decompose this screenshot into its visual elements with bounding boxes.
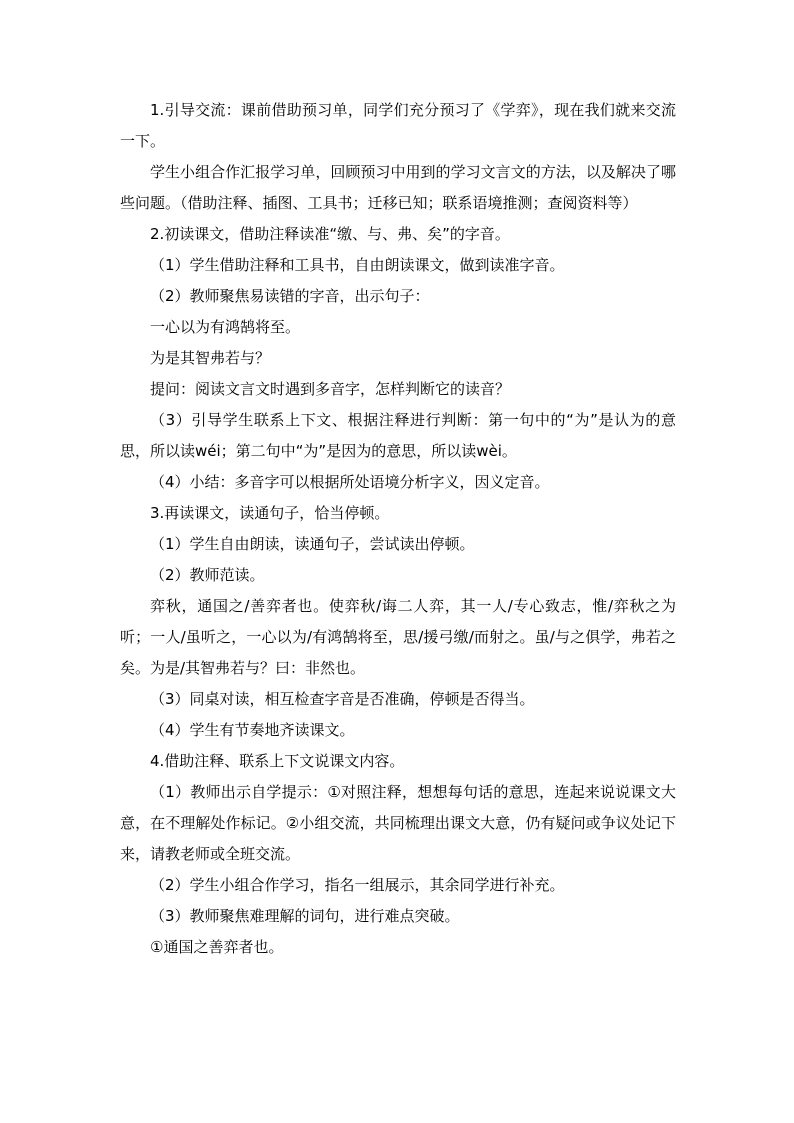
step-3-heading: 3.再读课文，读通句子，恰当停顿。 (150, 504, 390, 522)
classical-text-passage: 弈秋，通国之/善弈者也。使弈秋/诲二人弈，其一人/专心致志，惟/弈秋之为听；一人/虽听之，一心以为/有鸿鹄将至，思/援弓缴/而射之。虽/与之俱学，弗若之矣。为是/其智弗若与？曰：非然也。 (120, 597, 676, 677)
step-1-heading: 1.引导交流：课前借助预习单，同学们充分预习了《学弈》，现在我们就来交流一下。 (120, 101, 676, 150)
question-text: 提问：阅读文言文时遇到多音字，怎样判断它的读音？ (150, 380, 511, 398)
document-page (120, 95, 676, 963)
step-3-item-1: （1）学生自由朗读，读通句子，尝试读出停顿。 (150, 535, 475, 553)
example-sentence-1: 一心以为有鸿鹄将至。 (150, 318, 301, 336)
example-sentence-2: 为是其智弗若与？ (150, 349, 271, 367)
step-4-heading: 4.借助注释、联系上下文说课文内容。 (150, 752, 405, 770)
step-2-item-3: （3）引导学生联系上下文、根据注释进行判断：第一句中的“为”是认为的意思，所以读wéi；第二句中“为”是因为的意思，所以读wèi。 (120, 411, 676, 460)
step-4-item-3: （3）教师聚焦难理解的词句，进行难点突破。 (150, 907, 460, 925)
step-2-heading: 2.初读课文，借助注释读准“缴、与、弗、矣”的字音。 (150, 225, 510, 243)
step-2-item-2: （2）教师聚焦易读错的字音，出示句子： (150, 287, 430, 305)
step-3-item-2: （2）教师范读。 (150, 566, 265, 584)
step-4-item-2: （2）学生小组合作学习，指名一组展示，其余同学进行补充。 (150, 876, 565, 894)
step-4-item-1: （1）教师出示自学提示：①对照注释，想想每句话的意思，连起来说说课文大意，在不理解处作标记。②小组交流，共同梳理出课文大意，仍有疑问或争议处记下来，请教老师或全班交流。 (120, 783, 676, 863)
step-3-item-4: （4）学生有节奏地齐读课文。 (150, 721, 355, 739)
step-2-item-1: （1）学生借助注释和工具书，自由朗读课文，做到读准字音。 (150, 256, 565, 274)
difficult-sentence-1: ①通国之善弈者也。 (150, 938, 284, 956)
step-2-item-4: （4）小结：多音字可以根据所处语境分析字义，因义定音。 (150, 473, 550, 491)
step-1-detail: 学生小组合作汇报学习单，回顾预习中用到的学习文言文的方法，以及解决了哪些问题。（借助注释、插图、工具书；迁移已知；联系语境推测；查阅资料等） (120, 163, 676, 212)
step-3-item-3: （3）同桌对读，相互检查字音是否准确，停顿是否得当。 (150, 690, 535, 708)
